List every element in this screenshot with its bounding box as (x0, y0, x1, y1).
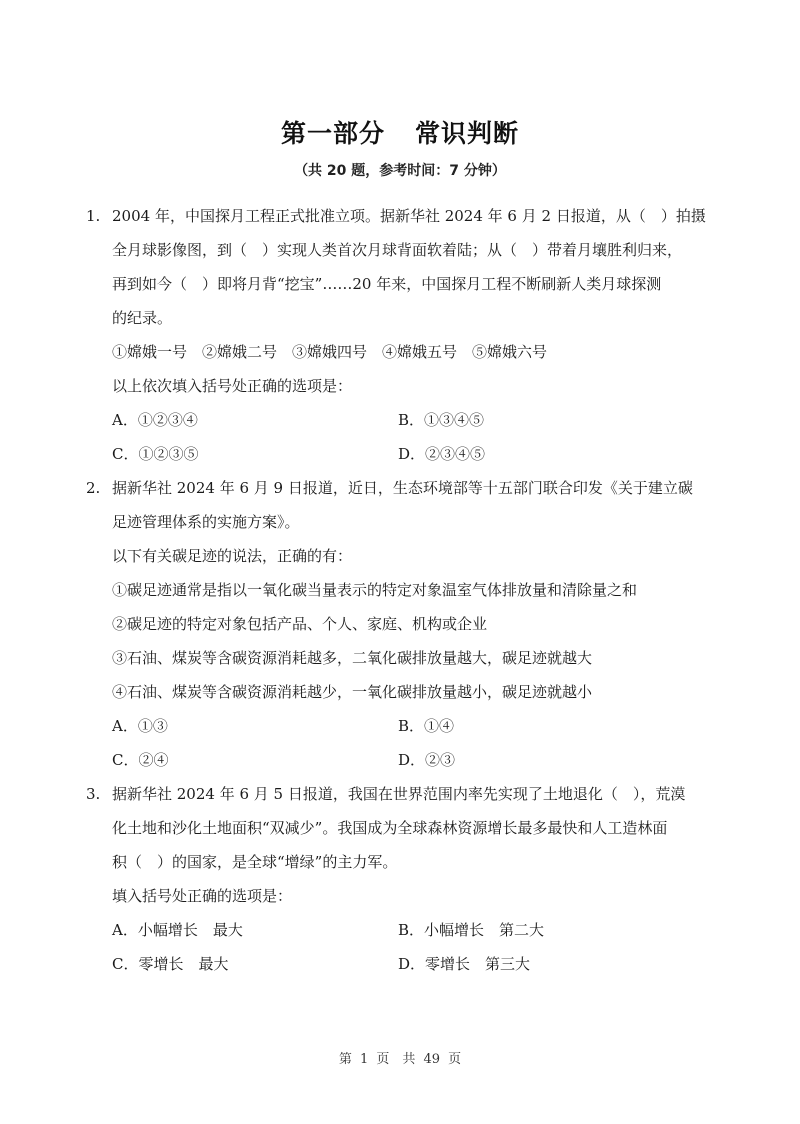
question-stem-line: 积（ ）的国家，是全球“增绿”的主力军。 (112, 853, 398, 871)
statement-2: ②碳足迹的特定对象包括产品、个人、家庭、机构或企业 (112, 615, 488, 633)
question-item-list: ①嫦娥一号 ②嫦娥二号 ③嫦娥四号 ④嫦娥五号 ⑤嫦娥六号 (112, 343, 548, 361)
option-b[interactable]: B．小幅增长 第二大 (398, 921, 545, 939)
options-row (86, 947, 732, 981)
question-prompt: 以上依次填入括号处正确的选项是： (112, 377, 353, 395)
section-title (0, 114, 800, 150)
questions-content (86, 199, 732, 981)
question-stem-line: 化土地和沙化土地面积“双减少”。我国成为全球森林资源增长最多最快和人工造林面 (112, 819, 668, 837)
question-stem-line: 的纪录。 (112, 309, 173, 327)
option-b[interactable]: B．①④ (398, 717, 455, 735)
question-number: 3. (86, 785, 101, 803)
option-a[interactable]: A．①③ (112, 717, 168, 735)
question-2 (86, 471, 732, 777)
section-subtitle: （共 20 题，参考时间：7 分钟） (294, 163, 506, 179)
question-stem-line: 再到如今（ ）即将月背“挖宝”……20 年来，中国探月工程不断刷新人类月球探测 (112, 275, 662, 293)
section-part: 第一部分 (280, 119, 385, 148)
option-c[interactable]: C．①②③⑤ (112, 445, 199, 463)
statement-3: ③石油、煤炭等含碳资源消耗越多，二氧化碳排放量越大，碳足迹就越大 (112, 649, 593, 667)
question-stem-line: 2004 年，中国探月工程正式批准立项。据新华社 2024 年 6 月 2 日报道，从（ ）拍摄 (112, 207, 706, 225)
options-row (86, 913, 732, 947)
question-prompt: 以下有关碳足迹的说法，正确的有： (112, 547, 353, 565)
options-row (86, 743, 732, 777)
option-c[interactable]: C．②④ (112, 751, 169, 769)
question-3 (86, 777, 732, 981)
options-row (86, 437, 732, 471)
page-number: 第 1 页 共 49 页 (338, 1052, 462, 1067)
question-number: 2. (86, 479, 101, 497)
option-d[interactable]: D．零增长 第三大 (398, 955, 531, 973)
question-number: 1. (86, 207, 101, 225)
section-name: 常识判断 (415, 119, 520, 148)
options-row (86, 709, 732, 743)
question-prompt: 填入括号处正确的选项是： (112, 887, 293, 905)
question-stem-line: 足迹管理体系的实施方案》。 (112, 513, 300, 531)
option-d[interactable]: D．②③④⑤ (398, 445, 486, 463)
question-1 (86, 199, 732, 471)
option-d[interactable]: D．②③ (398, 751, 456, 769)
question-stem-line: 据新华社 2024 年 6 月 5 日报道，我国在世界范围内率先实现了土地退化（ ），荒漠 (112, 785, 686, 803)
option-a[interactable]: A．①②③④ (112, 411, 198, 429)
statement-1: ①碳足迹通常是指以一氧化碳当量表示的特定对象温室气体排放量和清除量之和 (112, 581, 638, 599)
option-c[interactable]: C．零增长 最大 (112, 955, 229, 973)
question-stem-line: 据新华社 2024 年 6 月 9 日报道，近日，生态环境部等十五部门联合印发《关于建立碳 (112, 479, 693, 497)
statement-4: ④石油、煤炭等含碳资源消耗越少，一氧化碳排放量越小，碳足迹就越小 (112, 683, 593, 701)
question-stem-line: 全月球影像图，到（ ）实现人类首次月球背面软着陆；从（ ）带着月壤胜利归来， (112, 241, 683, 259)
options-row (86, 403, 732, 437)
option-b[interactable]: B．①③④⑤ (398, 411, 485, 429)
option-a[interactable]: A．小幅增长 最大 (112, 921, 243, 939)
